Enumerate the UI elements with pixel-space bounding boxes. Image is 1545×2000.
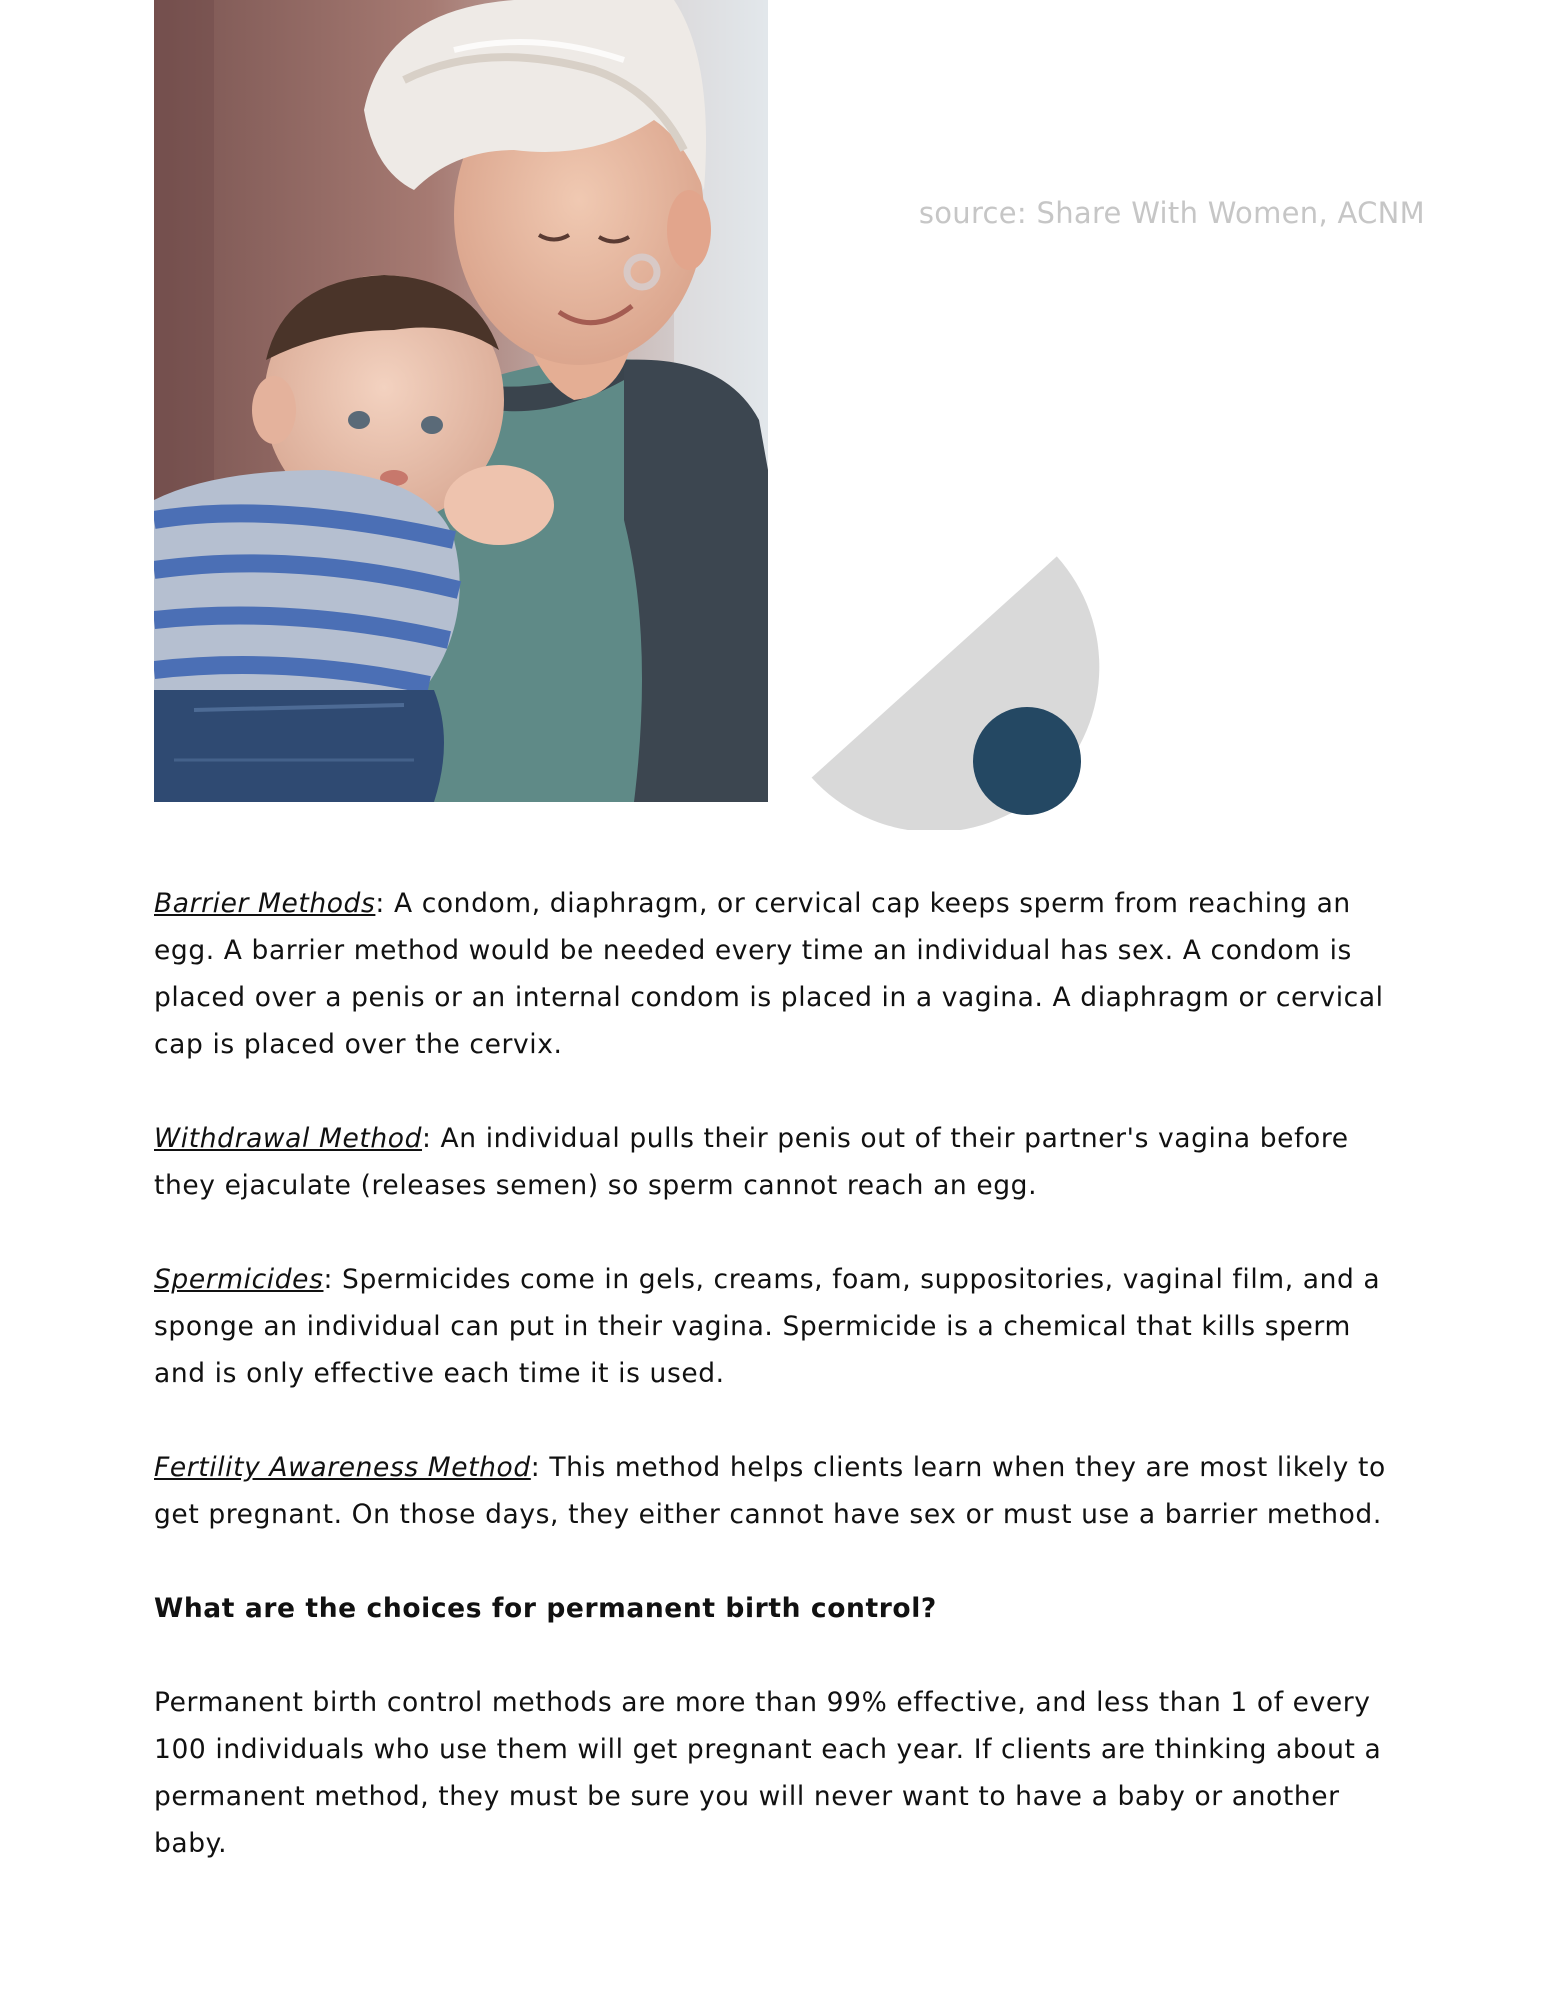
method-description: : This method helps clients learn when they are most likely to get pregnant. On those days, they either cannot have sex or must use a barrier method.: [154, 1452, 1386, 1530]
method-term: Spermicides: [154, 1264, 324, 1295]
navy-circle-shape: [973, 707, 1081, 815]
decorative-shapes: [800, 550, 1100, 830]
method-term: Barrier Methods: [154, 888, 376, 919]
method-term: Withdrawal Method: [154, 1123, 422, 1154]
parent-holding-baby-photo: [154, 0, 768, 802]
method-barrier: [154, 880, 1394, 1068]
image-source-credit: source: Share With Women, ACNM: [918, 196, 1425, 230]
method-term: Fertility Awareness Method: [154, 1452, 531, 1483]
permanent-paragraph: Permanent birth control methods are more than 99% effective, and less than 1 of every 100 individuals who use them will get pregnant each year. If clients are thinking about a permanent method, they must be sure you will never want to have a baby or another baby.: [154, 1687, 1382, 1859]
method-spermicides: [154, 1256, 1394, 1397]
method-fertility-awareness: [154, 1444, 1394, 1538]
method-withdrawal: [154, 1115, 1394, 1209]
permanent-heading: What are the choices for permanent birth control?: [154, 1593, 937, 1624]
method-description: : Spermicides come in gels, creams, foam, suppositories, vaginal film, and a sponge an individual can put in their vagina. Spermicide is a chemical that kills sperm and is only effective each time it is used.: [154, 1264, 1381, 1389]
method-description: : An individual pulls their penis out of their partner's vagina before they ejaculate (releases semen) so sperm cannot reach an egg.: [154, 1123, 1349, 1201]
method-description: : A condom, diaphragm, or cervical cap keeps sperm from reaching an egg. A barrier method would be needed every time an individual has sex. A condom is placed over a penis or an internal condom is placed in a vagina. A diaphragm or cervical cap is placed over the cervix.: [154, 888, 1384, 1060]
document-body: [154, 880, 1394, 1914]
